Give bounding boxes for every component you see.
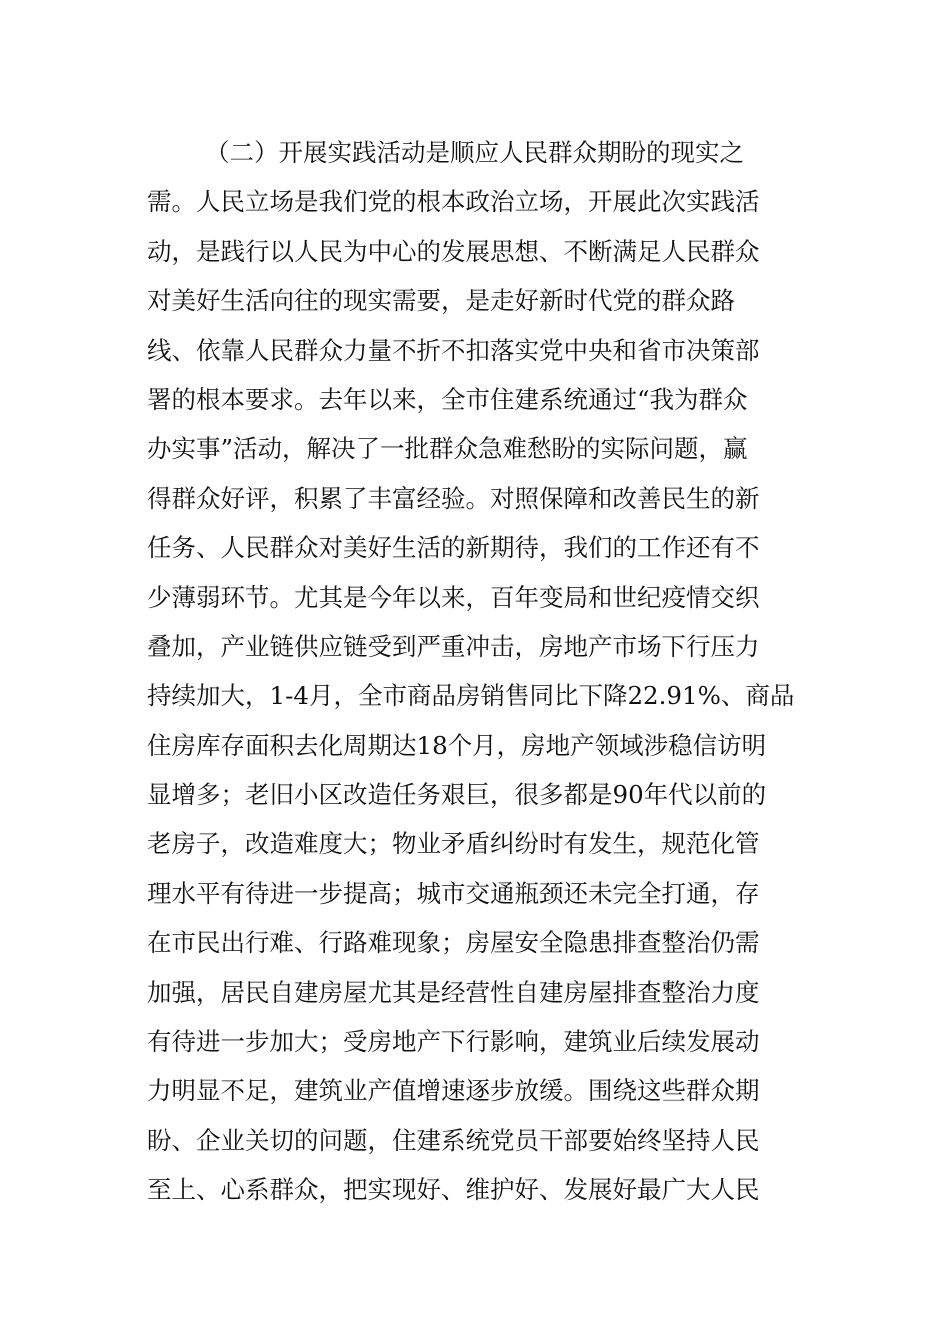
paragraph-line: 叠加，产业链供应链受到严重冲击，房地产市场下行压力: [147, 631, 760, 661]
paragraph-line: 有待进一步加大；受房地产下行影响，建筑业后续发展动: [147, 1027, 760, 1057]
paragraph-line: 持续加大，1-4月，全市商品房销售同比下降22.91%、商品: [147, 681, 795, 711]
paragraph-line: （二）开展实践活动是顺应人民群众期盼的现实之: [205, 138, 744, 167]
paragraph-line: 理水平有待进一步提高；城市交通瓶颈还未完全打通，存: [147, 878, 760, 908]
paragraph-line: 盼、企业关切的问题，住建系统党员干部要始终坚持人民: [147, 1125, 760, 1155]
paragraph-line: 线、依靠人民群众力量不折不扣落实党中央和省市决策部: [147, 335, 760, 365]
paragraph-line: 办实事”活动，解决了一批群众急难愁盼的实际问题，赢: [147, 434, 748, 464]
paragraph-line: 住房库存面积去化周期达18个月，房地产领域涉稳信访明: [147, 730, 767, 760]
paragraph-line: 在市民出行难、行路难现象；房屋安全隐患排查整治仍需: [147, 928, 760, 958]
paragraph-line: 显增多；老旧小区改造任务艰巨，很多都是90年代以前的: [147, 780, 767, 810]
paragraph-line: 老房子，改造难度大；物业矛盾纠纷时有发生，规范化管: [147, 829, 760, 859]
paragraph: [147, 128, 817, 1215]
paragraph-line: 对美好生活向往的现实需要，是走好新时代党的群众路: [147, 286, 735, 316]
paragraph-line: 得群众好评，积累了丰富经验。对照保障和改善民生的新: [147, 483, 760, 513]
paragraph-line: 加强，居民自建房屋尤其是经营性自建房屋排查整治力度: [147, 977, 760, 1007]
paragraph-line: 至上、心系群众，把实现好、维护好、发展好最广大人民: [147, 1175, 760, 1205]
paragraph-line: 动，是践行以人民为中心的发展思想、不断满足人民群众: [147, 236, 760, 266]
paragraph-line: 署的根本要求。去年以来，全市住建系统通过“我为群众: [147, 384, 748, 414]
paragraph-line: 需。人民立场是我们党的根本政治立场，开展此次实践活: [147, 187, 760, 217]
paragraph-line: 力明显不足，建筑业产值增速逐步放缓。围绕这些群众期: [147, 1076, 760, 1106]
paragraph-line: 任务、人民群众对美好生活的新期待，我们的工作还有不: [147, 533, 760, 563]
paragraph-line: 少薄弱环节。尤其是今年以来，百年变局和世纪疫情交织: [147, 582, 760, 612]
